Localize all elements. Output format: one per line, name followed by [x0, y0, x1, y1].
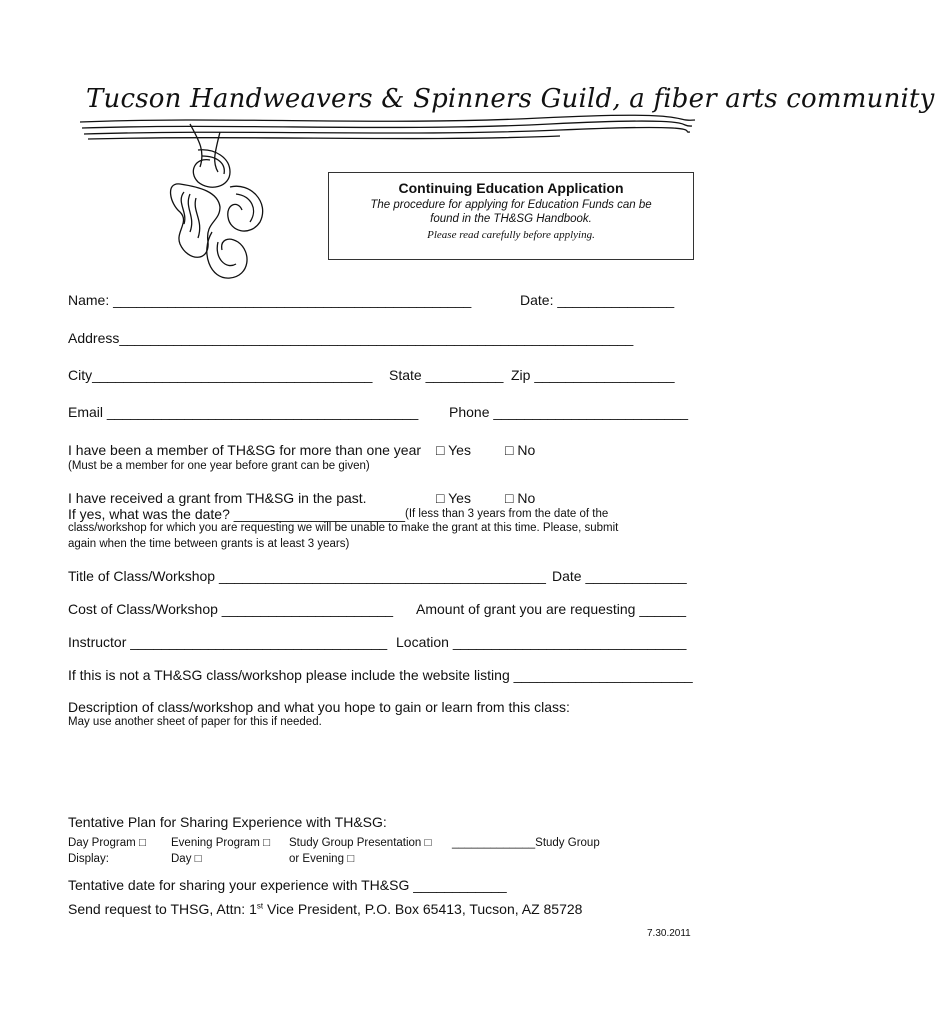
prior-grant-question: I have received a grant from TH&SG in the past.	[68, 490, 367, 506]
description-area[interactable]	[68, 734, 688, 802]
prior-grant-yes-checkbox[interactable]: □	[436, 490, 445, 506]
city-field[interactable]: City____________________________________	[68, 367, 373, 383]
workshop-date-field[interactable]: Date _____________	[552, 568, 687, 584]
membership-no-option[interactable]	[505, 442, 535, 458]
display-evening-checkbox[interactable]: □	[347, 853, 355, 865]
membership-question: I have been a member of TH&SG for more than one year	[68, 442, 422, 458]
display-day-option[interactable]	[171, 853, 202, 865]
email-field[interactable]: Email ________________________________________	[68, 404, 419, 420]
send-request-prefix: Send request to THSG, Attn: 1	[68, 901, 257, 917]
study-group-checkbox[interactable]: □	[424, 837, 432, 849]
send-request-address	[68, 901, 582, 917]
info-line-3: Please read carefully before applying.	[427, 229, 595, 241]
membership-yes-label: Yes	[448, 442, 471, 458]
sharing-day-program-option[interactable]	[68, 837, 146, 849]
workshop-cost-field[interactable]: Cost of Class/Workshop ______________________	[68, 601, 394, 617]
evening-program-label: Evening Program	[171, 837, 260, 849]
display-evening-option[interactable]	[289, 853, 354, 865]
display-label: Display:	[68, 853, 109, 865]
membership-yes-option[interactable]	[436, 442, 471, 458]
membership-no-label: No	[517, 442, 536, 458]
sharing-evening-program-option[interactable]	[171, 837, 270, 849]
location-field[interactable]: Location ______________________________	[396, 634, 687, 650]
send-request-suffix: Vice President, P.O. Box 65413, Tucson, AZ 85728	[263, 901, 583, 917]
tentative-date-field[interactable]: Tentative date for sharing your experience with TH&SG ____________	[68, 877, 507, 893]
display-day-label: Day	[171, 853, 192, 865]
info-line-1: The procedure for applying for Education Funds can be	[370, 199, 652, 211]
sharing-heading: Tentative Plan for Sharing Experience with TH&SG:	[68, 814, 387, 830]
prior-grant-date-field[interactable]: If yes, what was the date? ______________________	[68, 506, 406, 522]
display-day-checkbox[interactable]: □	[194, 853, 202, 865]
zip-field[interactable]: Zip __________________	[511, 367, 675, 383]
prior-grant-no-checkbox[interactable]: □	[505, 490, 514, 506]
prior-grant-note-1: (If less than 3 years from the date of the	[405, 508, 609, 520]
name-field[interactable]: Name: ______________________________________________	[68, 292, 472, 308]
website-field[interactable]: If this is not a TH&SG class/workshop please include the website listing _______________________	[68, 667, 693, 683]
form-title: Continuing Education Application	[398, 180, 624, 196]
prior-grant-yes-option[interactable]	[436, 490, 471, 506]
address-field[interactable]: Address__________________________________________________________________	[68, 330, 634, 346]
membership-note: (Must be a member for one year before grant can be given)	[68, 460, 370, 472]
prior-grant-no-label: No	[517, 490, 536, 506]
info-line-2: found in the TH&SG Handbook.	[430, 213, 592, 225]
membership-no-checkbox[interactable]: □	[505, 442, 514, 458]
display-evening-label: or Evening	[289, 853, 344, 865]
instructor-field[interactable]: Instructor _________________________________	[68, 634, 388, 650]
prior-grant-no-option[interactable]	[505, 490, 535, 506]
prior-grant-note-3: again when the time between grants is at least 3 years)	[68, 538, 350, 550]
version-date: 7.30.2011	[647, 928, 691, 939]
workshop-title-field[interactable]: Title of Class/Workshop __________________________________________	[68, 568, 546, 584]
sharing-study-group-option[interactable]	[289, 837, 432, 849]
study-group-display-field[interactable]: _____________Study Group	[452, 837, 600, 849]
info-box	[328, 172, 694, 260]
description-prompt: Description of class/workshop and what you hope to gain or learn from this class:	[68, 699, 570, 715]
description-note: May use another sheet of paper for this if needed.	[68, 716, 322, 728]
evening-program-checkbox[interactable]: □	[263, 837, 271, 849]
phone-field[interactable]: Phone _________________________	[449, 404, 689, 420]
grant-amount-field[interactable]: Amount of grant you are requesting ______	[416, 601, 687, 617]
prior-grant-yes-label: Yes	[448, 490, 471, 506]
ordinal-suffix: st	[256, 901, 264, 911]
state-field[interactable]: State __________	[389, 367, 504, 383]
logo-title: Tucson Handweavers & Spinners Guild, a fiber arts community	[86, 84, 935, 114]
day-program-label: Day Program	[68, 837, 136, 849]
study-group-label: Study Group Presentation	[289, 837, 422, 849]
date-field[interactable]: Date: _______________	[520, 292, 675, 308]
membership-yes-checkbox[interactable]: □	[436, 442, 445, 458]
prior-grant-note-2: class/workshop for which you are requesting we will be unable to make the grant at this time. Please, submit	[68, 522, 619, 534]
day-program-checkbox[interactable]: □	[138, 837, 146, 849]
